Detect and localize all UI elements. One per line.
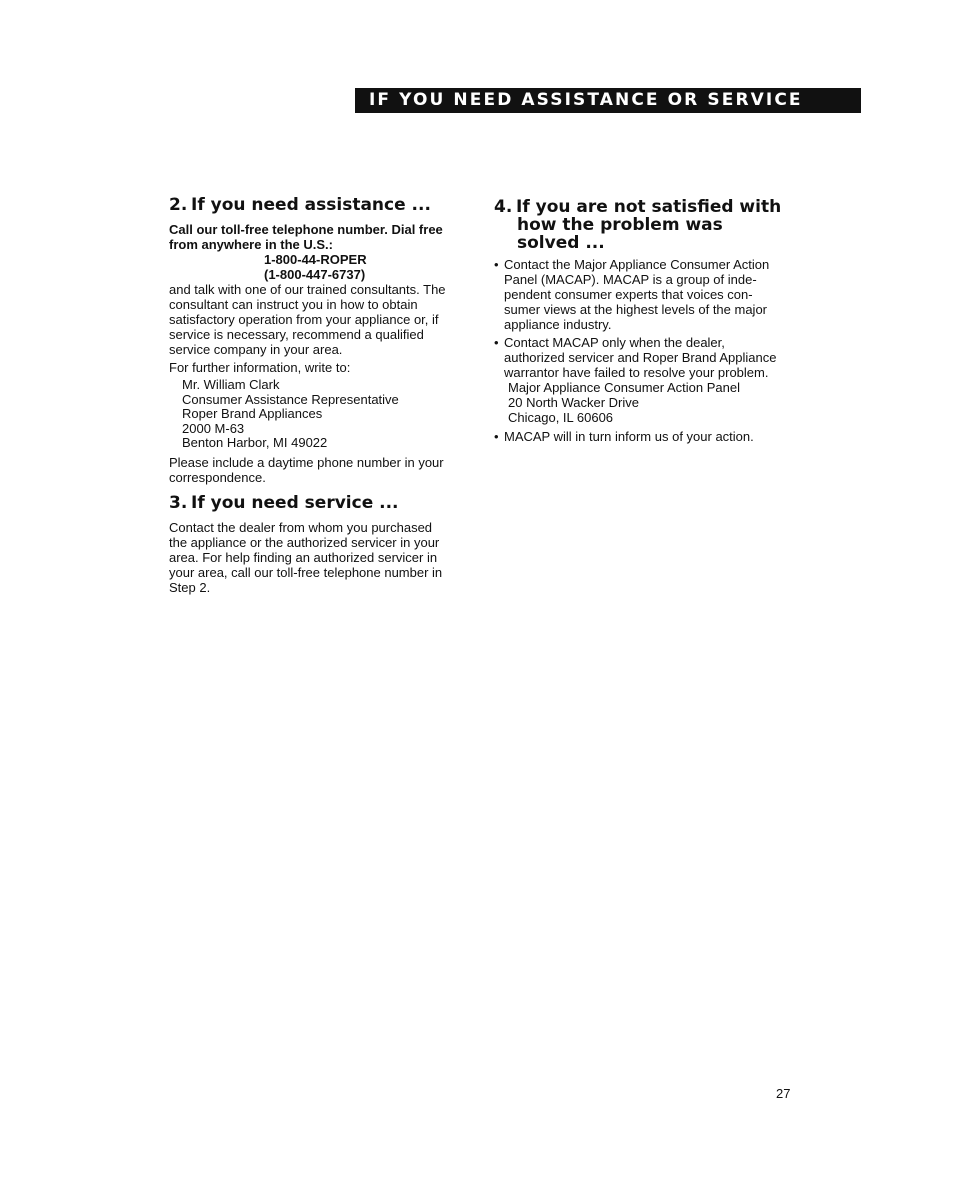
section-3-body-line: area. For help finding an authorized servicer in [169, 549, 438, 565]
list-item-line: authorized servicer and Roper Brand Appliance [504, 350, 777, 365]
macap-address [494, 380, 799, 425]
section-3 [169, 494, 464, 595]
section-3-heading [169, 494, 464, 512]
bullet-icon: • [494, 257, 499, 272]
section-3-number: 3. [169, 492, 188, 513]
address-line: Benton Harbor, MI 49022 [182, 435, 328, 451]
address-line: Roper Brand Appliances [182, 406, 323, 422]
assistance-address [169, 378, 464, 451]
bullet-icon: • [494, 335, 499, 350]
right-column [494, 196, 799, 447]
list-item [494, 335, 799, 380]
section-2-title: If you need assistance ... [191, 195, 431, 215]
section-3-title: If you need service ... [191, 492, 399, 513]
section-banner: IF YOU NEED ASSISTANCE OR SERVICE [355, 88, 861, 113]
section-4-heading [494, 198, 799, 252]
section-4-number: 4. [494, 197, 513, 217]
section-2-body-line: service company in your area. [169, 342, 343, 357]
section-2-note-line: correspondence. [169, 469, 266, 485]
section-4-title-line: solved ... [517, 233, 605, 253]
left-column [169, 196, 464, 595]
macap-list [494, 257, 799, 380]
section-2-number: 2. [169, 195, 188, 215]
phone-number: 1-800-44-ROPER [264, 252, 367, 267]
list-item [494, 429, 799, 444]
section-4-title-line: If you are not satisfied with [516, 197, 782, 217]
phone-number-alt: (1-800-447-6737) [264, 267, 366, 282]
write-intro: For further information, write to: [169, 360, 351, 375]
section-2-body-line: and talk with one of our trained consultants. The [169, 282, 446, 297]
section-2-intro-line: from anywhere in the U.S.: [169, 237, 333, 252]
address-line: Consumer Assistance Representative [182, 391, 399, 407]
section-2-intro-line: Call our toll-free telephone number. Dial free [169, 222, 443, 237]
macap-list-continued [494, 429, 799, 444]
section-2-note-line: Please include a daytime phone number in your [169, 454, 444, 470]
address-line: Chicago, IL 60606 [508, 410, 614, 425]
address-line: 2000 M-63 [182, 420, 245, 436]
section-4-title-line: how the problem was [517, 215, 723, 235]
page-number: 27 [776, 1086, 791, 1101]
list-item-line: appliance industry. [504, 317, 612, 332]
list-item-line: MACAP will in turn inform us of your action. [504, 429, 754, 444]
list-item-line: Panel (MACAP). MACAP is a group of inde- [504, 272, 757, 287]
section-3-body-line: the appliance or the authorized servicer in your [169, 534, 440, 550]
section-2-body-line: service is necessary, recommend a qualified [169, 327, 424, 342]
list-item [494, 257, 799, 332]
section-3-body-line: Contact the dealer from whom you purchased [169, 519, 433, 535]
list-item-line: pendent consumer experts that voices con- [504, 287, 753, 302]
section-2-body-line: consultant can instruct you in how to obtain [169, 297, 418, 312]
bullet-icon: • [494, 429, 499, 444]
address-line: Major Appliance Consumer Action Panel [508, 380, 740, 395]
section-2-body-line: satisfactory operation from your appliance or, if [169, 312, 439, 327]
section-3-body-line: your area, call our toll-free telephone number in [169, 564, 443, 580]
list-item-line: Contact MACAP only when the dealer, [504, 335, 725, 350]
list-item-line: sumer views at the highest levels of the major [504, 302, 768, 317]
phone-numbers [169, 252, 464, 282]
list-item-line: Contact the Major Appliance Consumer Action [504, 257, 770, 272]
section-2-heading [169, 196, 464, 214]
address-line: Mr. William Clark [182, 377, 280, 392]
section-3-body-line: Step 2. [169, 579, 211, 595]
address-line: 20 North Wacker Drive [508, 395, 639, 410]
list-item-line: warrantor have failed to resolve your problem. [504, 365, 769, 380]
